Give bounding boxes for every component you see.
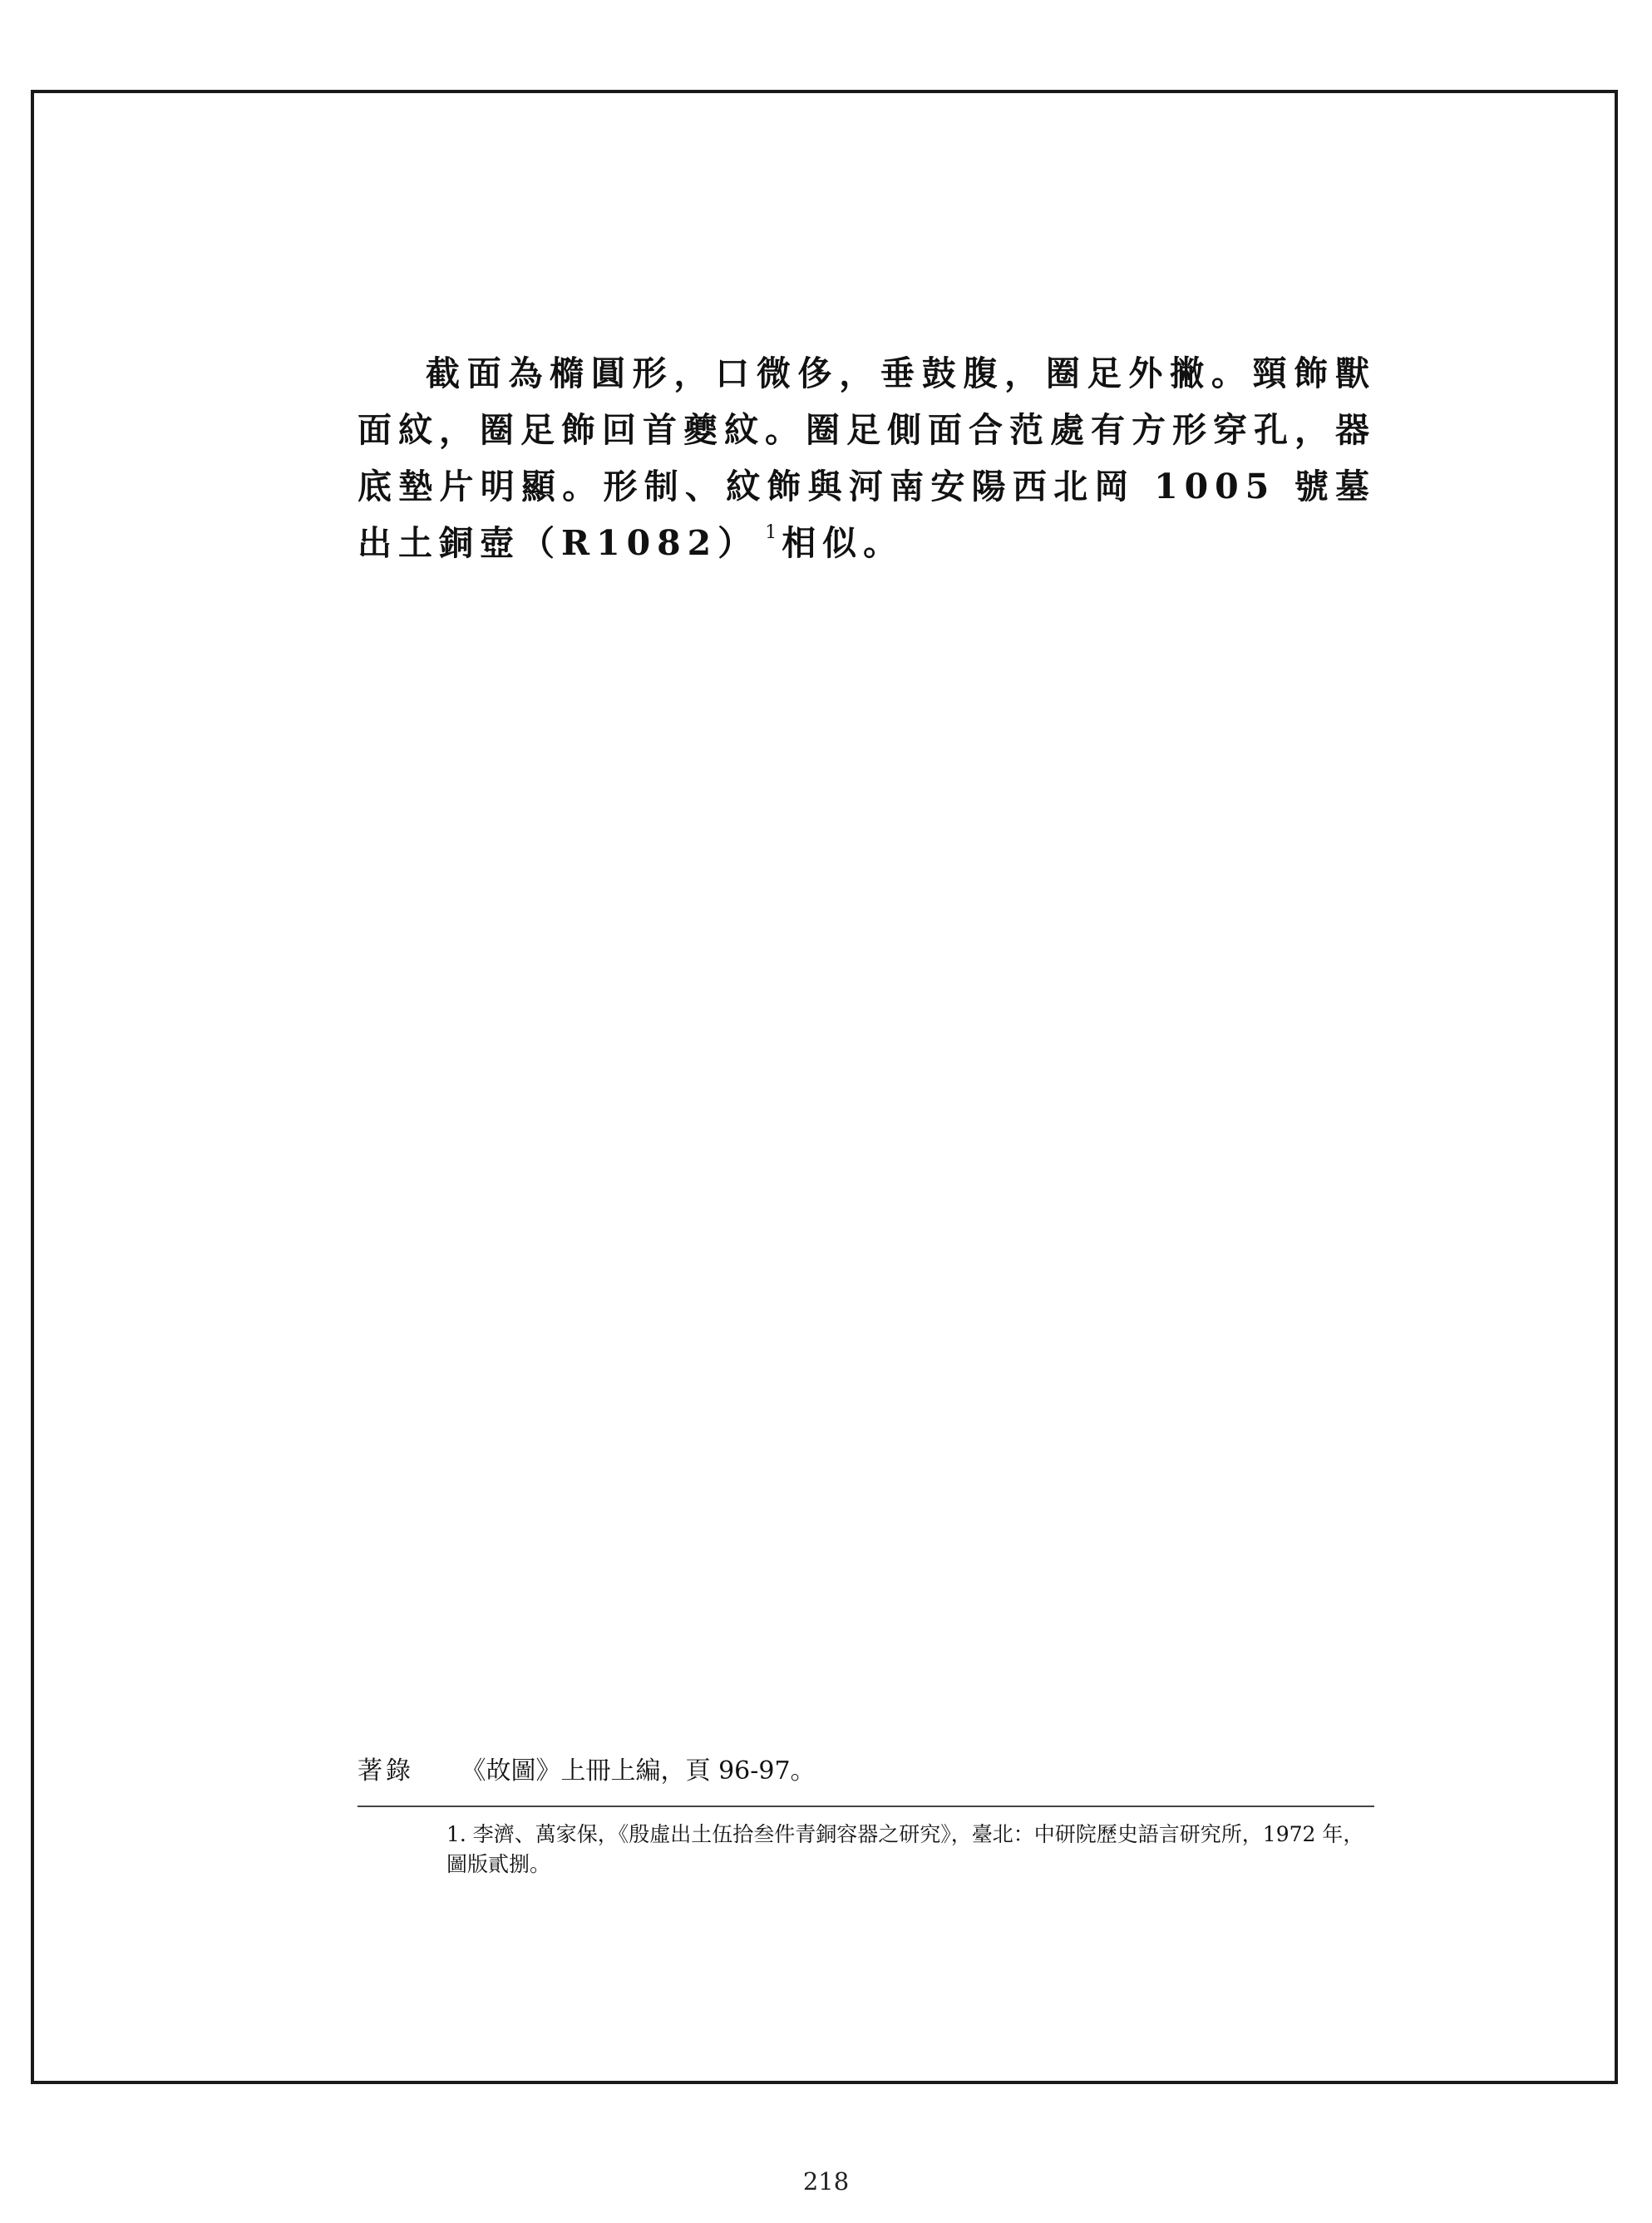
footnote-divider <box>358 1806 1374 1807</box>
body-text <box>358 345 1376 571</box>
citation-line <box>358 1755 1376 1788</box>
footnote: 1. 李濟、萬家保，《殷虛出土伍拾叁件青銅容器之研究》，臺北：中研院歷史語言研究所，1972 年，圖版貳捌。 <box>446 1822 1364 1876</box>
page-number: 218 <box>802 2167 850 2196</box>
body-paragraph <box>358 345 1376 571</box>
citation-text: 《故圖》上冊上編，頁 96-97。 <box>461 1756 816 1786</box>
footnotes <box>446 1820 1376 1880</box>
citation-label: 著錄 <box>358 1756 414 1786</box>
body-text-main: 截面為橢圓形，口微侈，垂鼓腹，圈足外撇。頸飾獸面紋，圈足飾回首夔紋。圈足側面合范處有方形穿孔，器底墊片明顯。形制、紋飾與河南安陽西北岡 1005 號墓出土銅壺（R1082） <box>358 353 1376 563</box>
body-text-end: 相似。 <box>782 523 905 563</box>
footnote-reference[interactable]: 1 <box>765 522 777 543</box>
